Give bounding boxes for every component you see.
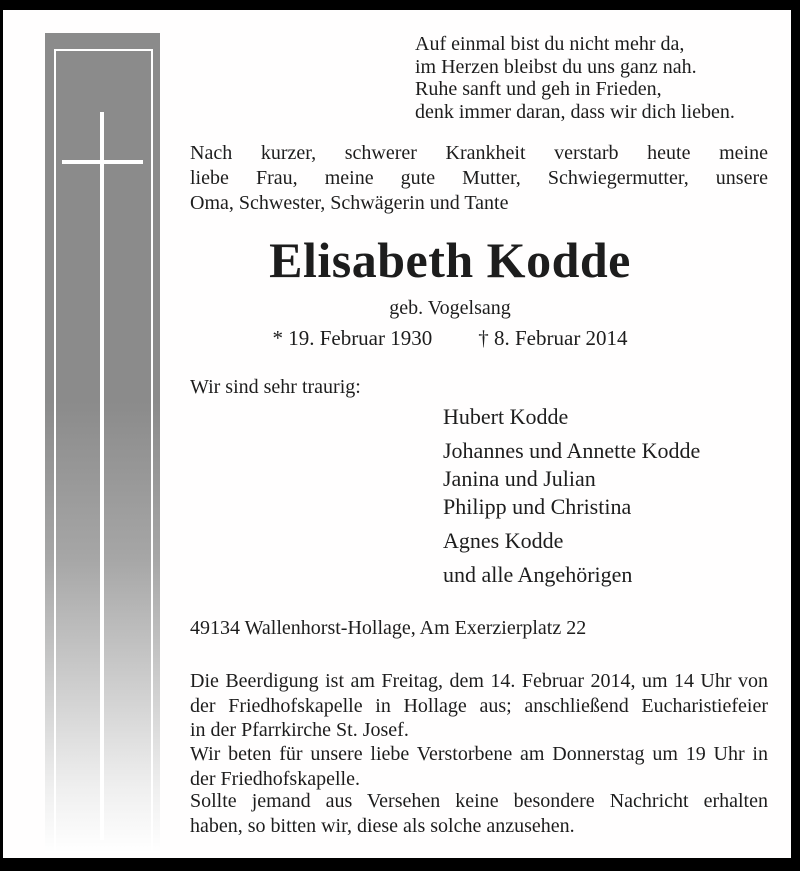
mourner-name: Agnes Kodde (443, 528, 564, 553)
announcement-line: Oma, Schwester, Schwägerin und Tante (190, 192, 509, 214)
memorial-cross-panel (45, 33, 160, 853)
death-date: † 8. Februar 2014 (478, 326, 628, 350)
mourner-name: Philipp und Christina (443, 494, 632, 519)
life-dates (190, 326, 710, 351)
scan-border-right (791, 0, 800, 871)
funeral-line: in der Pfarrkirche St. Josef. (190, 719, 409, 741)
deceased-name: Elisabeth Kodde (269, 232, 631, 288)
deceased-block (190, 234, 768, 351)
verse-line: im Herzen bleibst du uns ganz nah. (415, 55, 697, 78)
mourner-group (443, 403, 700, 431)
mourner-group (443, 527, 700, 555)
home-address: 49134 Wallenhorst-Hollage, Am Exerzierplatz 22 (190, 617, 587, 639)
mourner-name: und alle Angehörigen (443, 562, 633, 587)
notice-line: Sollte jemand aus Versehen keine besondere Nachricht erhalten (190, 790, 768, 812)
funeral-line: Die Beerdigung ist am Freitag, dem 14. Februar 2014, um 14 Uhr von (190, 670, 768, 692)
notice-line: haben, so bitten wir, diese als solche anzusehen. (190, 814, 575, 837)
notification-notice (190, 789, 768, 838)
memorial-verse (415, 33, 775, 124)
announcement-line: liebe Frau, meine gute Mutter, Schwiegermutter, unsere (190, 167, 768, 189)
cross-icon (45, 33, 160, 853)
verse-line: Ruhe sanft und geh in Frieden, (415, 78, 662, 101)
mourner-name: Janina und Julian (443, 466, 596, 491)
maiden-name: geb. Vogelsang (389, 297, 511, 319)
birth-date: * 19. Februar 1930 (272, 326, 433, 350)
mourner-group (443, 561, 700, 589)
prayer-line: Wir beten für unsere liebe Verstorbene am Donnerstag um 19 Uhr in (190, 743, 768, 765)
mourner-name: Johannes und Annette Kodde (443, 438, 701, 463)
cross-vertical-bar (100, 112, 104, 840)
verse-line: denk immer daran, dass wir dich lieben. (415, 101, 735, 124)
verse-line: Auf einmal bist du nicht mehr da, (415, 33, 685, 55)
scan-border-top (0, 0, 800, 10)
mourner-group (443, 437, 700, 521)
prayer-line: der Friedhofskapelle. (190, 767, 360, 790)
scan-border-bottom (0, 858, 800, 871)
announcement-line: Nach kurzer, schwerer Krankheit verstarb heute meine (190, 142, 768, 164)
cross-horizontal-bar (62, 160, 143, 164)
funeral-announcement (190, 669, 768, 743)
death-announcement (190, 141, 768, 216)
scan-border-left (0, 0, 3, 871)
mourners-list (443, 403, 700, 595)
mourning-intro: Wir sind sehr traurig: (190, 376, 361, 398)
mourner-name: Hubert Kodde (443, 404, 569, 429)
prayer-notice (190, 742, 768, 791)
funeral-line: der Friedhofskapelle in Hollage aus; anschließend Eucharistiefeier (190, 694, 768, 717)
